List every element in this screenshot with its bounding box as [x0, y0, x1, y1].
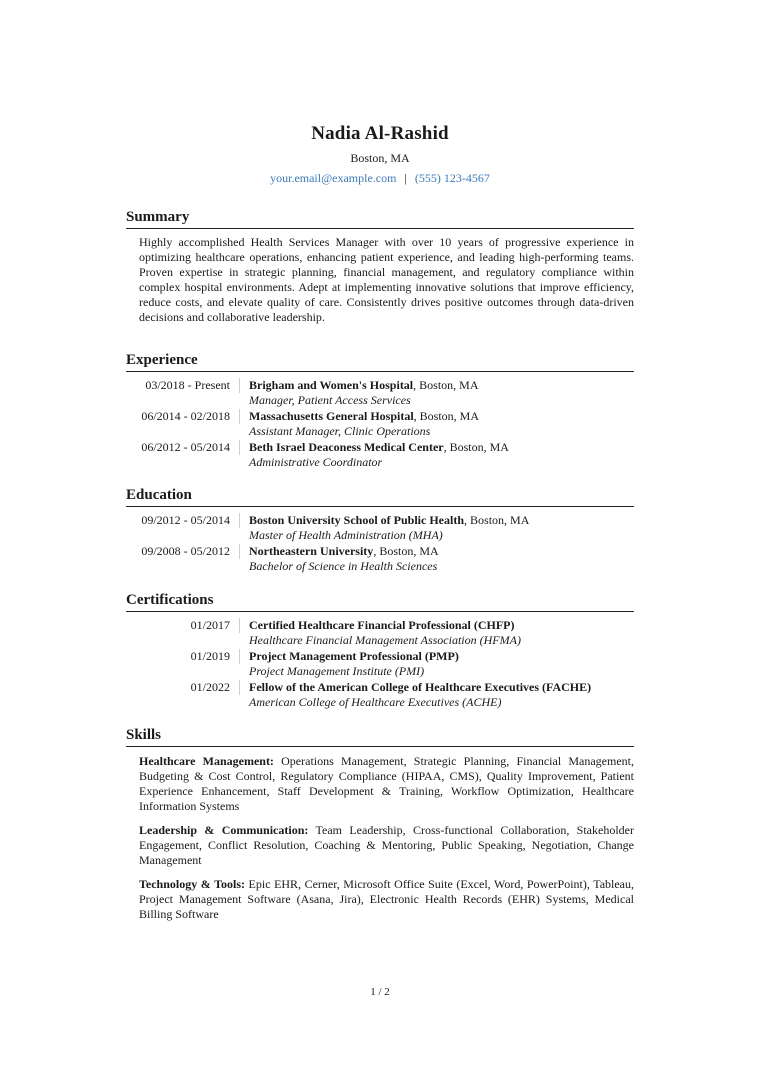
experience-entry [126, 409, 634, 439]
entry-organization: Massachusetts General Hospital [249, 409, 414, 423]
skill-group-text: Operations Management, Strategic Planning, Financial Management, Budgeting & Cost Control, Regulatory Compliance (HIPAA, CMS), Quality Improvement, Patient Experience Enhancement, Staff Development & Training, Workflow Optimization, Healthcare Information Systems [139, 754, 634, 813]
skill-group [139, 754, 634, 814]
skills-list [139, 754, 634, 922]
skill-group-label: Leadership & Communication: [139, 823, 309, 837]
experience-list [126, 378, 634, 470]
entry-organization: Beth Israel Deaconess Medical Center [249, 440, 444, 454]
certification-name: Fellow of the American College of Healthcare Executives (FACHE) [249, 680, 592, 694]
certification-entry [126, 618, 634, 648]
entry-location: , Boston, MA [373, 544, 439, 558]
experience-entry [126, 440, 634, 470]
entry-location: , Boston, MA [464, 513, 530, 527]
summary-section [126, 208, 634, 325]
entry-role: Administrative Coordinator [249, 455, 383, 469]
entry-body [240, 513, 529, 543]
entry-date: 01/2022 [126, 680, 240, 695]
entry-degree: Master of Health Administration (MHA) [249, 528, 443, 542]
education-list [126, 513, 634, 574]
skill-group-label: Technology & Tools: [139, 877, 245, 891]
entry-body [240, 440, 509, 470]
skill-group-text: Team Leadership, Cross-functional Collaboration, Stakeholder Engagement, Conflict Resolution, Coaching & Mentoring, Public Speaking, Negotiation, Change Management [139, 823, 634, 867]
entry-body [240, 409, 479, 439]
entry-date: 01/2017 [126, 618, 240, 633]
skill-group [139, 877, 634, 922]
contact-separator: | [404, 171, 407, 185]
entry-body [240, 378, 479, 408]
education-entry [126, 544, 634, 574]
page-number: 1 / 2 [370, 986, 390, 998]
entry-date: 09/2012 - 05/2014 [126, 513, 240, 528]
candidate-name: Nadia Al-Rashid [311, 123, 449, 144]
certification-issuer: Project Management Institute (PMI) [249, 664, 425, 678]
entry-role: Manager, Patient Access Services [249, 393, 411, 407]
skill-group-label: Healthcare Management: [139, 754, 274, 768]
entry-degree: Bachelor of Science in Health Sciences [249, 559, 438, 573]
entry-location: , Boston, MA [413, 378, 479, 392]
education-section [126, 486, 634, 575]
entry-organization: Boston University School of Public Health [249, 513, 465, 527]
entry-organization: Northeastern University [249, 544, 374, 558]
section-title-summary: Summary [126, 208, 634, 229]
entry-body [240, 544, 439, 574]
entry-body [240, 649, 459, 679]
certification-issuer: Healthcare Financial Management Association (HFMA) [249, 633, 521, 647]
entry-date: 01/2019 [126, 649, 240, 664]
education-entry [126, 513, 634, 543]
certification-issuer: American College of Healthcare Executives (ACHE) [249, 695, 502, 709]
certification-entry [126, 680, 634, 710]
resume-header [0, 122, 760, 186]
contact-line [0, 171, 760, 186]
entry-date: 06/2014 - 02/2018 [126, 409, 240, 424]
entry-date: 03/2018 - Present [126, 378, 240, 393]
certifications-list [126, 618, 634, 710]
skill-group [139, 823, 634, 868]
skills-section [126, 726, 634, 931]
candidate-location: Boston, MA [350, 151, 410, 165]
section-title-experience: Experience [126, 351, 634, 372]
entry-location: , Boston, MA [443, 440, 509, 454]
section-title-certifications: Certifications [126, 591, 634, 612]
entry-body [240, 680, 591, 710]
entry-organization: Brigham and Women's Hospital [249, 378, 414, 392]
certifications-section [126, 591, 634, 711]
email-link[interactable]: your.email@example.com [270, 171, 397, 185]
section-title-skills: Skills [126, 726, 634, 747]
phone-link[interactable]: (555) 123-4567 [414, 171, 490, 185]
section-title-education: Education [126, 486, 634, 507]
entry-body [240, 618, 521, 648]
skill-group-text: Epic EHR, Cerner, Microsoft Office Suite (Excel, Word, PowerPoint), Tableau, Project Management Software (Asana, Jira), Electronic Health Records (EHR) Systems, Medical Billing Software [139, 877, 635, 921]
entry-date: 06/2012 - 05/2014 [126, 440, 240, 455]
summary-text: Highly accomplished Health Services Manager with over 10 years of progressive experience in optimizing healthcare operations, enhancing patient experience, and leading high-performing teams. Proven expertise in strategic planning, financial management, and regulatory compliance within complex hospital environments. Adept at implementing innovative solutions that improve efficiency, reduce costs, and elevate quality of care. Consistently drives positive outcomes through data-driven decisions and collaborative leadership. [139, 235, 634, 324]
certification-name: Certified Healthcare Financial Professional (CHFP) [249, 618, 515, 632]
experience-entry [126, 378, 634, 408]
experience-section [126, 351, 634, 471]
certification-entry [126, 649, 634, 679]
certification-name: Project Management Professional (PMP) [249, 649, 459, 663]
entry-date: 09/2008 - 05/2012 [126, 544, 240, 559]
entry-role: Assistant Manager, Clinic Operations [249, 424, 431, 438]
entry-location: , Boston, MA [413, 409, 480, 423]
